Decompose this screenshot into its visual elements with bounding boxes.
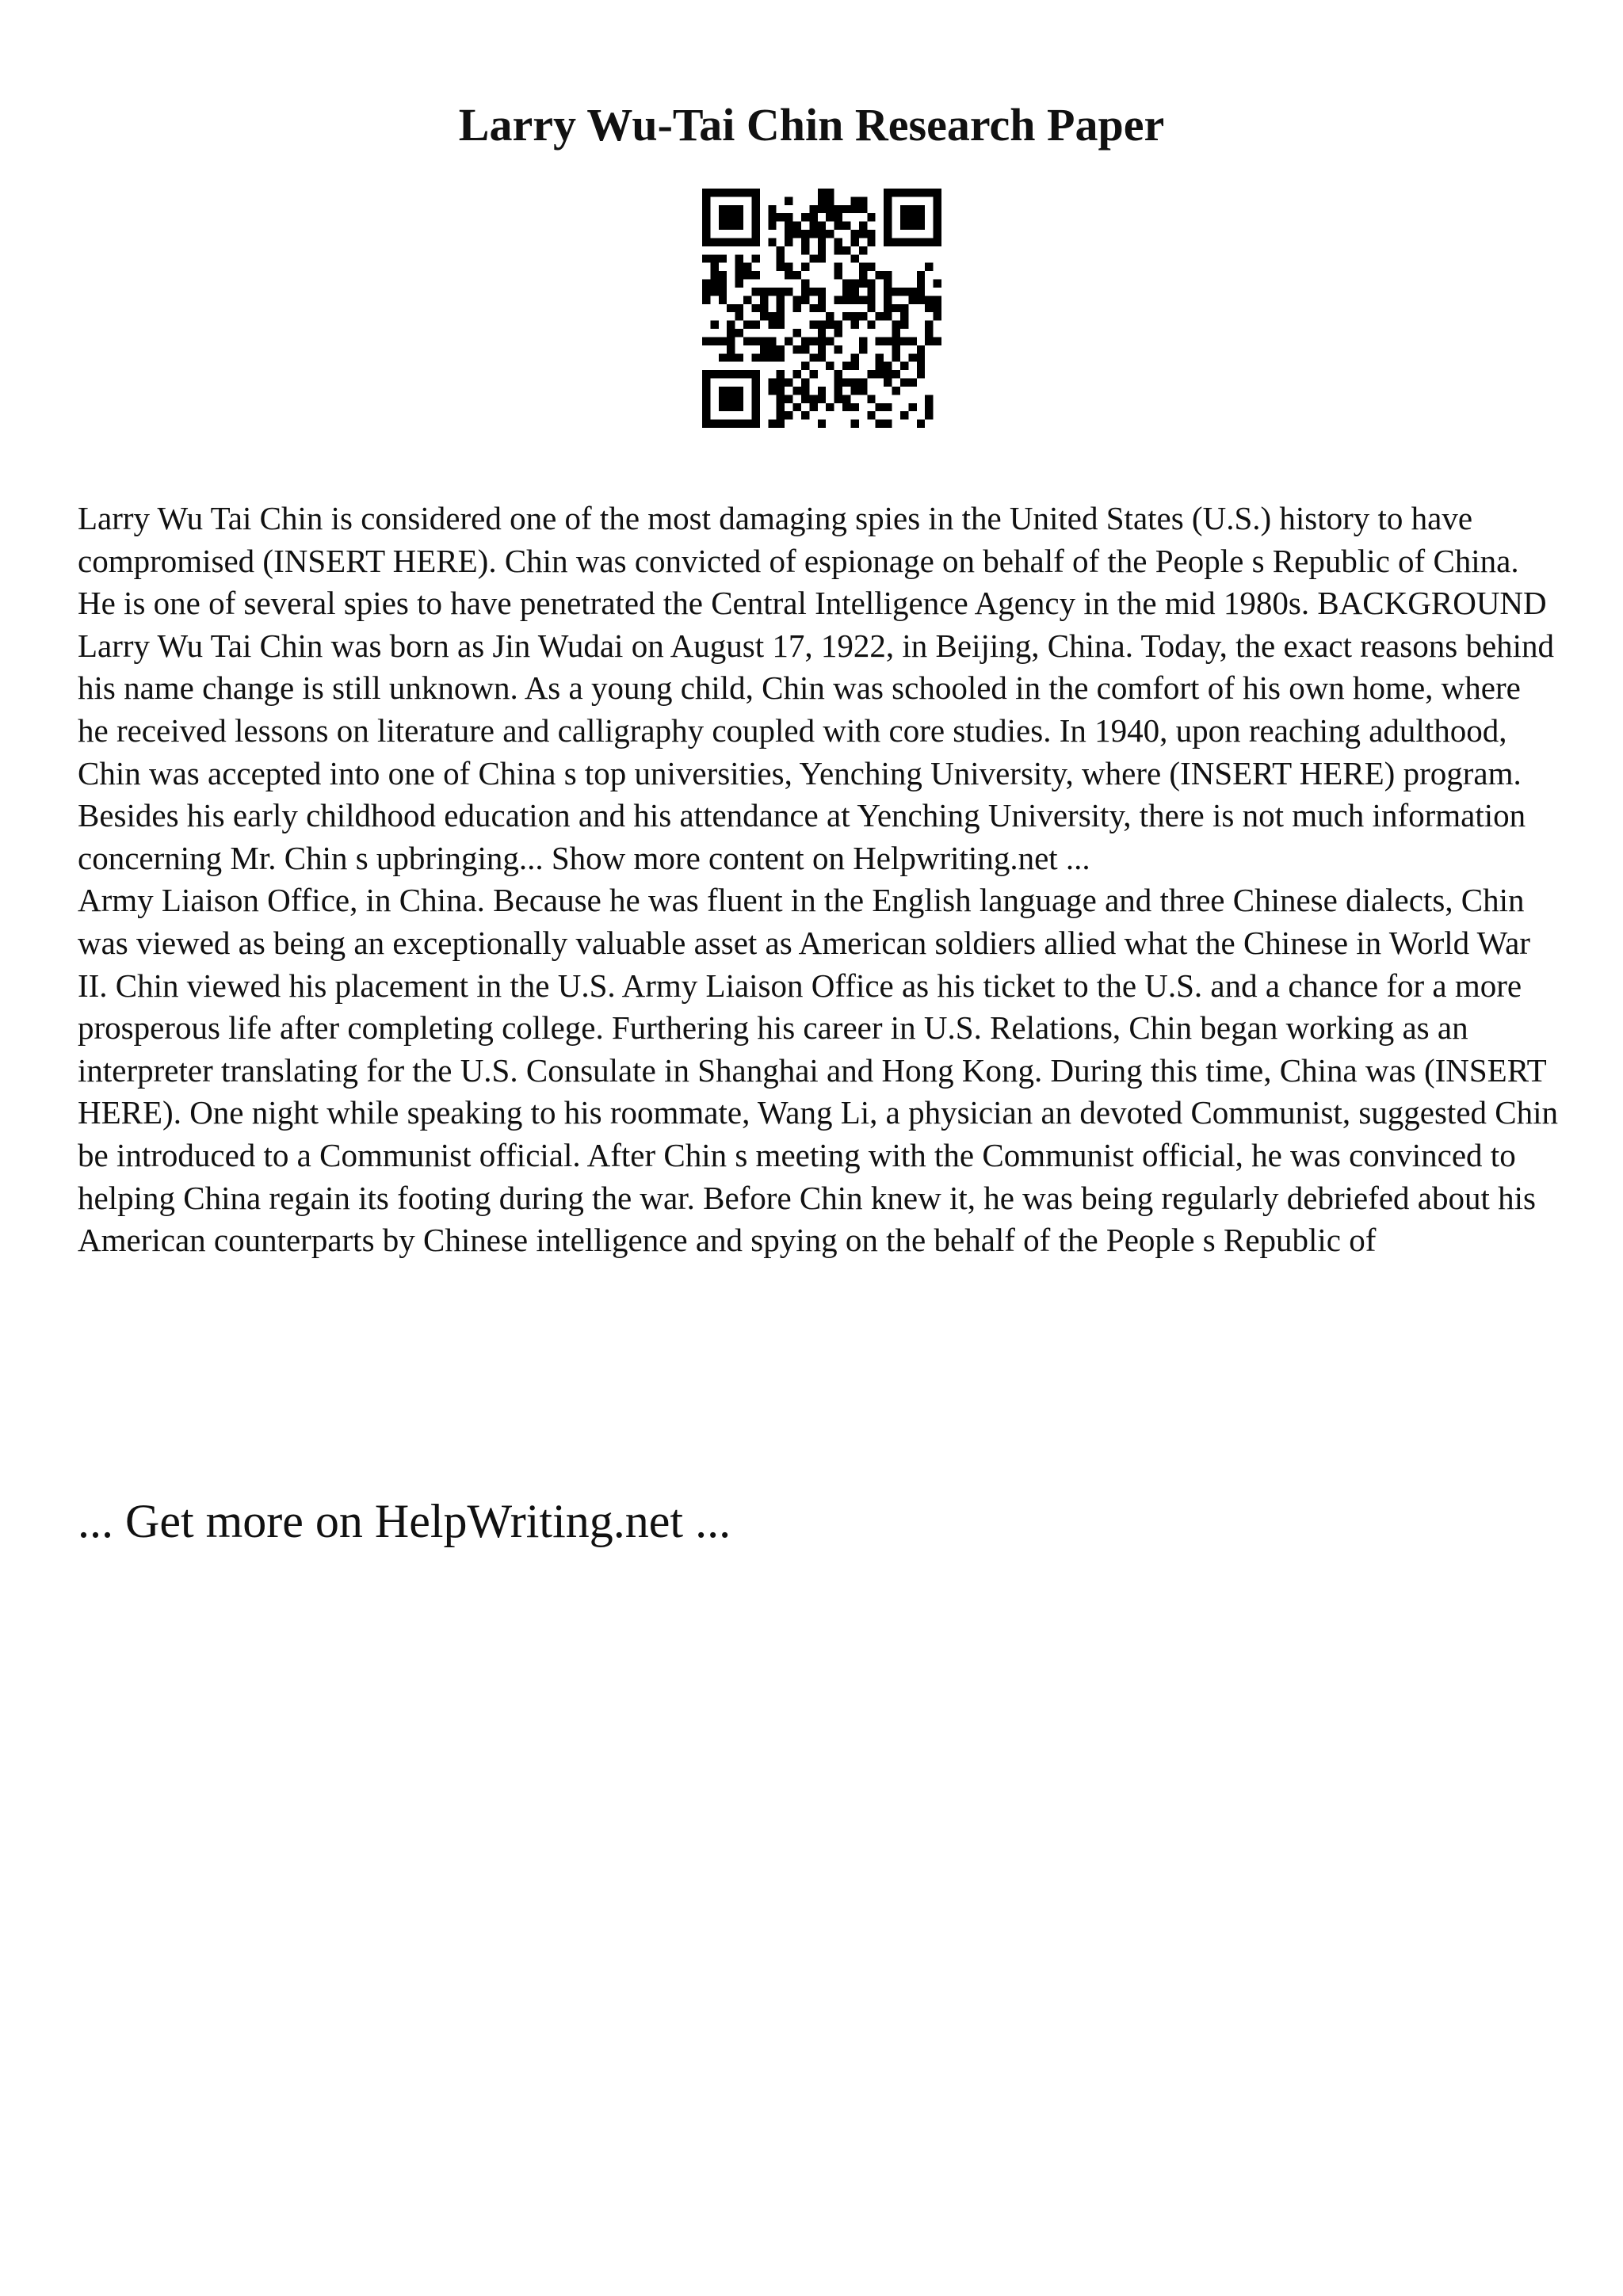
article-body (78, 498, 1558, 1262)
paragraph-intro: Larry Wu Tai Chin is considered one of the most damaging spies in the United States (U.S.) history to have compromised (INSERT HERE). Chin was convicted of espionage on behalf of the People s Republic of China. He is one of several spies to have penetrated the Central Intelligence Agency in the mid 1980s. BACKGROUND Larry Wu Tai Chin was born as Jin Wudai on August 17, 1922, in Beijing, China. Today, the exact reasons behind his name change is still unknown. As a young child, Chin was schooled in the comfort of his own home, where he received lessons on literature and calligraphy coupled with core studies. In 1940, upon reaching adulthood, Chin was accepted into one of China s top universities, Yenching University, where (INSERT HERE) program. Besides his early childhood education and his attendance at Yenching University, there is not much information concerning Mr. Chin s upbringing... Show more content on Helpwriting.net ... (78, 500, 1555, 876)
paragraph-continued: Army Liaison Office, in China. Because he was fluent in the English language and three Chinese dialects, Chin was viewed as being an exceptionally valuable asset as American soldiers allied what the Chinese in World War II. Chin viewed his placement in the U.S. Army Liaison Office as his ticket to the U.S. and a chance for a more prosperous life after completing college. Furthering his career in U.S. Relations, Chin began working as an interpreter translating for the U.S. Consulate in Shanghai and Hong Kong. During this time, China was (INSERT HERE). One night while speaking to his roommate, Wang Li, a physician an devoted Communist, suggested Chin be introduced to a Communist official. After Chin s meeting with the Communist official, he was convinced to helping China regain its footing during the war. Before Chin knew it, he was being regularly debriefed about his American counterparts by Chinese intelligence and spying on the behalf of the People s Republic of (78, 882, 1559, 1259)
page-title: Larry Wu-Tai Chin Research Paper (458, 99, 1165, 151)
qr-code-icon (702, 189, 941, 428)
get-more-link[interactable]: ... Get more on HelpWriting.net ... (78, 1495, 731, 1547)
